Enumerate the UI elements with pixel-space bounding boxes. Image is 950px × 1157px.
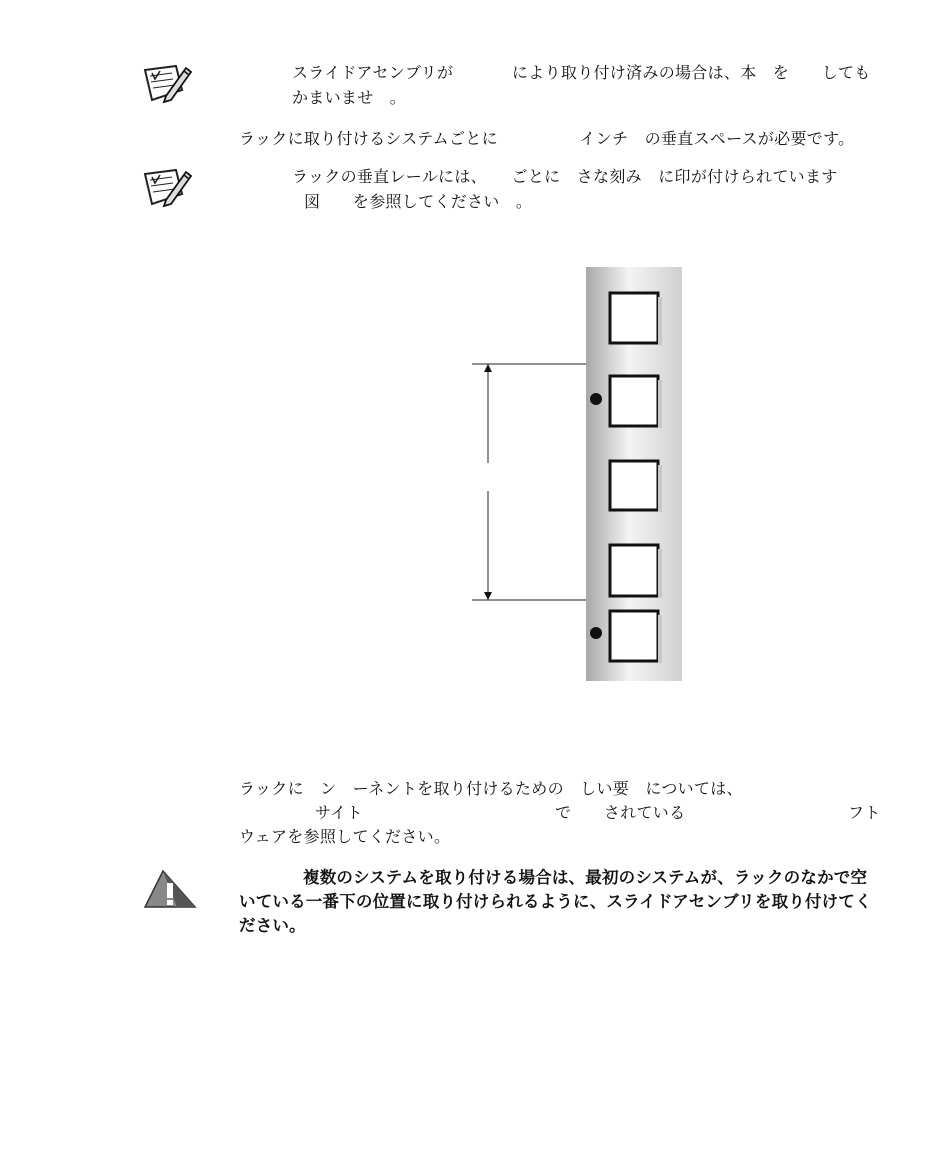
caution-warning-icon xyxy=(143,869,197,909)
component-requirements-line-2a: サイト xyxy=(315,803,363,822)
component-requirements-line-3: ウェアを参照してください。 xyxy=(239,827,451,846)
component-requirements-line-2b: で されている xyxy=(555,803,686,822)
note-1-line-1a: スライドアセンブリが xyxy=(292,63,454,82)
rail-marker-dot xyxy=(590,627,602,639)
note-2-line-2: 図 を参照してください 。 xyxy=(304,192,533,211)
caution-line-2: いている一番下の位置に取り付けられるように、スライドアセンブリを取り付けてく xyxy=(239,892,872,911)
caution-line-1: 複数のシステムを取り付ける場合は、最初のシステムが、ラックのなかで空 xyxy=(303,868,868,887)
note-1-line-2: かまいませ 。 xyxy=(292,88,407,107)
component-requirements-line-1: ラックに ン ーネントを取り付けるための しい要 については、 xyxy=(239,779,743,798)
rail-marker-dot xyxy=(590,393,602,405)
note-1-line-1b: により取り付け済みの場合は、本 を しても xyxy=(512,63,871,82)
component-requirements-line-2c: フト xyxy=(848,803,881,822)
rack-rail-figure xyxy=(460,265,700,689)
caution-line-3: ださい。 xyxy=(239,916,306,935)
note-2-line-1: ラックの垂直レールには、 ごとに さな刻み に印が付けられています xyxy=(292,167,838,186)
rack-space-paragraph: ラックに取り付けるシステムごとに インチ の垂直スペースが必要です。 xyxy=(239,129,855,148)
note-pencil-icon xyxy=(142,62,192,104)
note-pencil-icon xyxy=(142,166,192,208)
